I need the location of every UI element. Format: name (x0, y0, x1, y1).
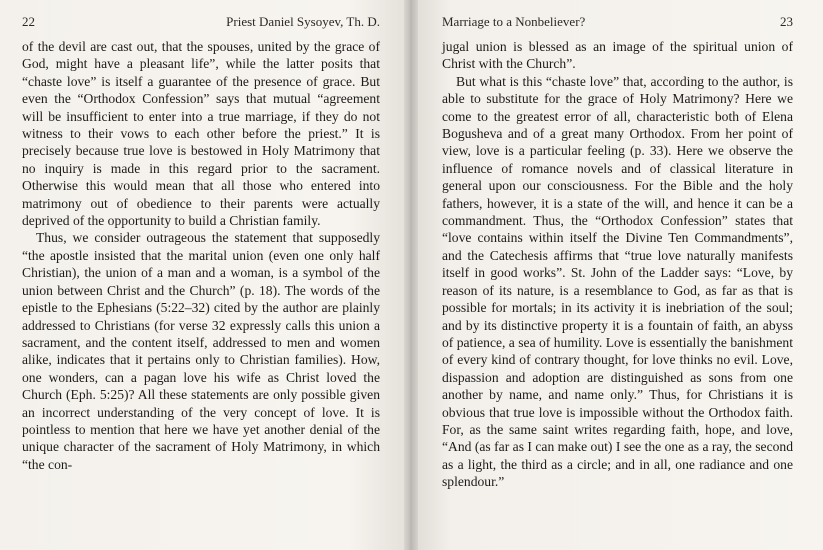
left-page-header (22, 12, 380, 32)
left-paragraph-1: of the devil are cast out, that the spouses, united by the grace of God, might have a pleasant life”, while the latter posits that “chaste love” is itself a guarantee of the presence of grace. But even the “Orthodox Confession” says that mutual “agreement will be insufficient to enter into a true marriage, if they do not witness to their vows to each other before the priest.” It is precisely because true love is bestowed in Holy Matrimony that no inquiry is made in this regard prior to the sacrament. Otherwise this would mean that all those who entered into matrimony out of obedience to their parents were actually deprived of the opportunity to build a Christian family. (22, 39, 380, 229)
left-page-number: 22 (22, 14, 35, 29)
left-running-head: Priest Daniel Sysoyev, Th. D. (226, 14, 380, 29)
right-paragraph-1: jugal union is blessed as an image of the spiritual union of Christ with the Church”. (442, 39, 793, 72)
left-page-body (22, 38, 380, 473)
left-page (0, 0, 410, 550)
right-page-header (442, 12, 793, 32)
left-paragraph-2: Thus, we consider outrageous the statement that supposedly “the apostle insisted that the marital union (even one only half Christian), the union of a man and a woman, is a symbol of the union between Christ and the Church” (p. 18). The words of the epistle to the Ephesians (5:22–32) cited by the author are plainly addressed to Christians (for verse 32 expressly calls this union a sacrament, and the content itself, addressed to men and women alike, indicates that it pertains only to Christian families). How, one wonders, can a pagan love his wife as Christ loved the Church (Eph. 5:25)? All these statements are only possible given an incorrect understanding of the very concept of love. It is pointless to mention that here we have yet another denial of the unique character of the sacrament of Holy Matrimony, in which “the con- (22, 230, 380, 472)
right-page-number: 23 (780, 14, 793, 29)
book-gutter (404, 0, 418, 550)
right-page (410, 0, 823, 550)
right-running-head: Marriage to a Nonbeliever? (442, 14, 586, 29)
right-page-body (442, 38, 793, 491)
right-paragraph-2: But what is this “chaste love” that, according to the author, is able to substitute for the grace of Holy Matrimony? Here we come to the greatest error of all, characteristic both of Elena Bogusheva and of a great many Orthodox. From her point of view, love is a particular feeling (p. 33). Here we observe the influence of romance novels and of classical literature in general upon our consciousness. For the Bible and the holy fathers, however, it is a state of the will, and hence it can be a commandment. Thus, the “Orthodox Confession” states that “love contains within itself the Divine Ten Commandments”, and the Catechesis affirms that “true love naturally manifests itself in good works”. St. John of the Ladder says: “Love, by reason of its nature, is a resemblance to God, as far as that is possible for mortals; in its activity it is inebriation of the soul; and by its distinctive property it is a fountain of faith, an abyss of patience, a sea of humility. Love is essentially the banishment of every kind of contrary thought, for love thinks no evil. Love, dispassion and adoption are distinguished as sons from one another by name, and name only.” Thus, for Christians it is obvious that true love is impossible without the Orthodox faith. For, as the same saint writes regarding faith, hope, and love, “And (as far as I can make out) I see the one as a ray, the second as a light, the third as a circle; and in all, one radiance and one splendour.” (442, 73, 793, 490)
